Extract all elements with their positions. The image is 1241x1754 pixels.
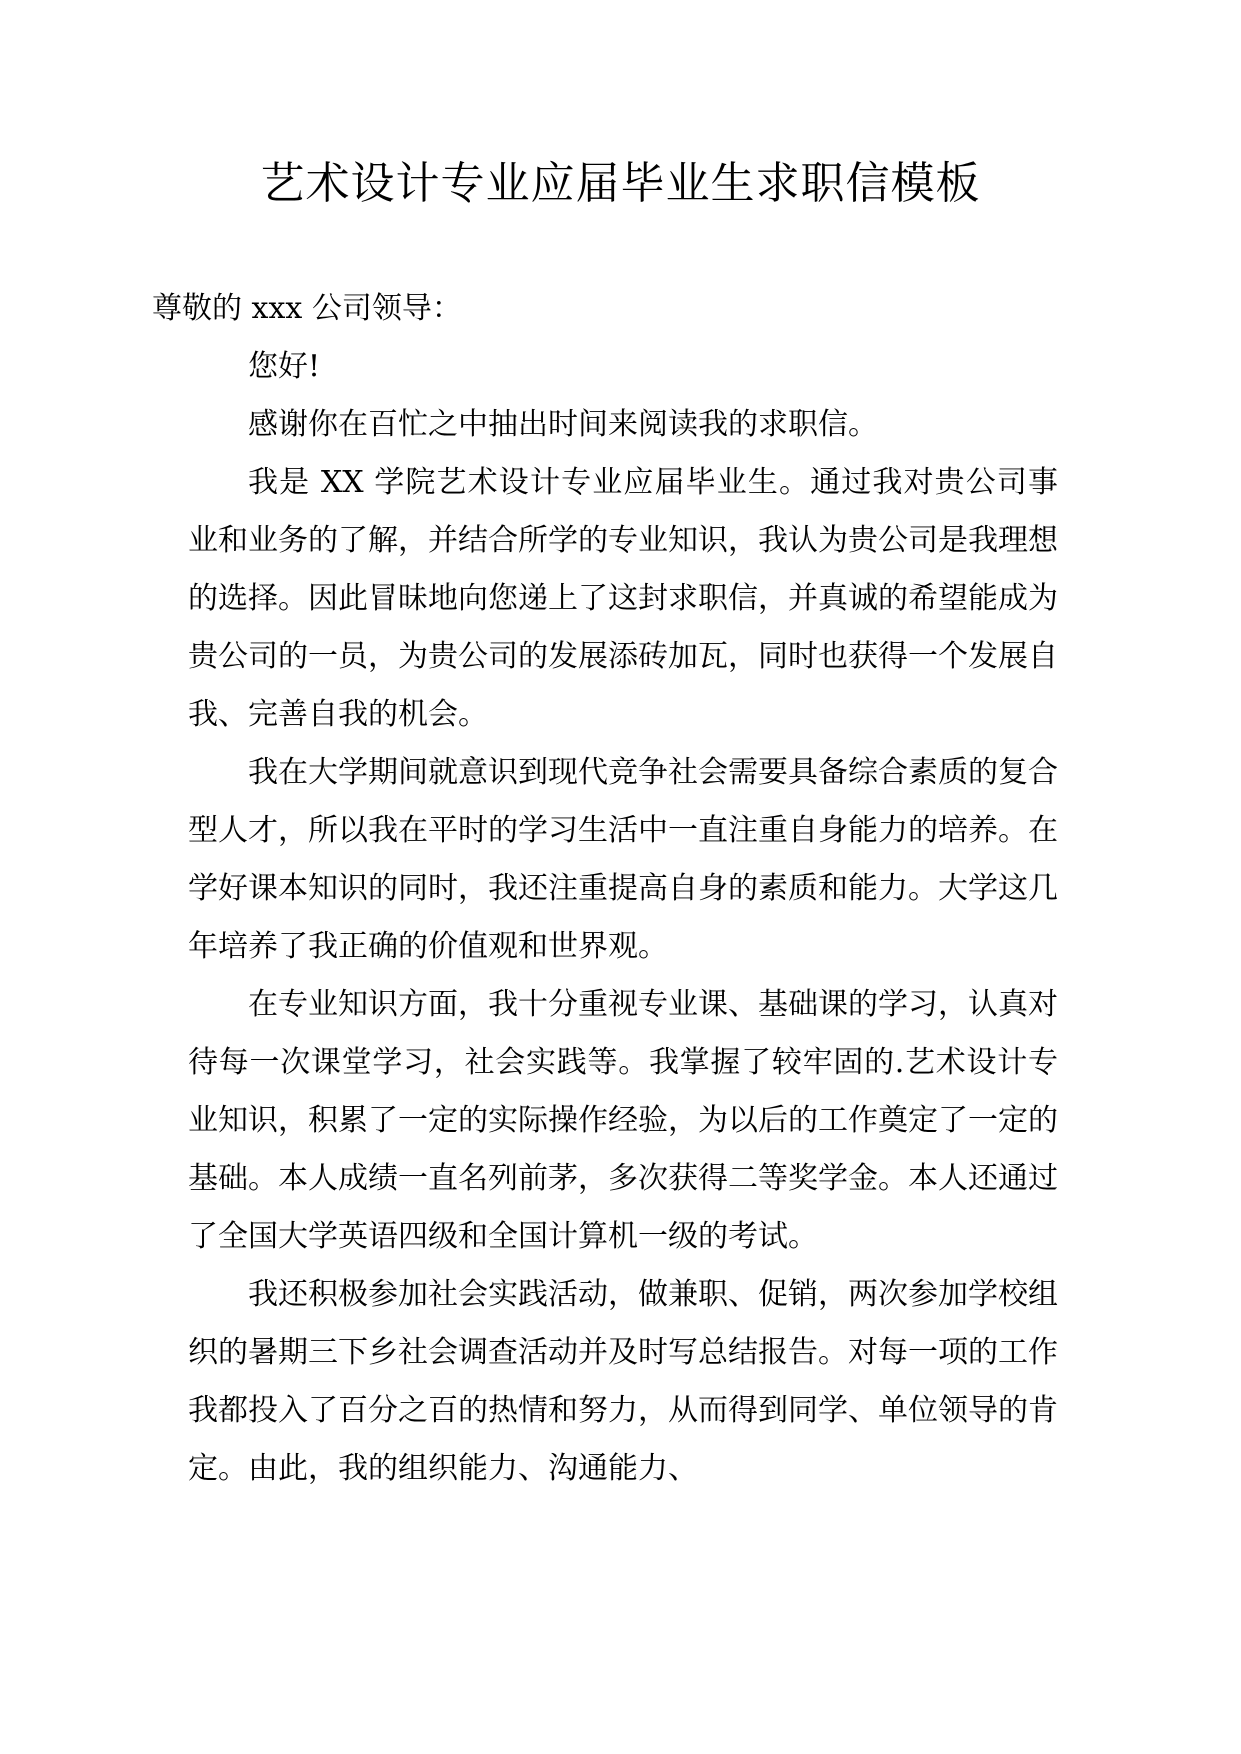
- paragraph-greeting: 您好!: [248, 349, 321, 384]
- paragraph-professional-knowledge: 在专业知识方面，我十分重视专业课、基础课的学习，认真对待每一次课堂学习，社会实践等。我掌握了较牢固的.艺术设计专业知识，积累了一定的实际操作经验，为以后的工作奠定了一定的基础。本人成绩一直名列前茅，多次获得二等奖学金。本人还通过了全国大学英语四级和全国计算机一级的考试。: [188, 987, 1058, 1254]
- document-title: 艺术设计专业应届毕业生求职信模板: [260, 158, 981, 209]
- letter-body: [152, 280, 1058, 1498]
- paragraph-thanks: 感谢你在百忙之中抽出时间来阅读我的求职信。: [248, 407, 878, 442]
- paragraph-introduction: 我是 XX 学院艺术设计专业应届毕业生。通过我对贵公司事业和业务的了解，并结合所学的专业知识，我认为贵公司是我理想的选择。因此冒昧地向您递上了这封求职信，并真诚的希望能成为贵公司的一员，为贵公司的发展添砖加瓦，同时也获得一个发展自我、完善自我的机会。: [188, 465, 1058, 732]
- paragraph-social-practice: 我还积极参加社会实践活动，做兼职、促销，两次参加学校组织的暑期三下乡社会调查活动并及时写总结报告。对每一项的工作我都投入了百分之百的热情和努力，从而得到同学、单位领导的肯定。由此，我的组织能力、沟通能力、: [188, 1277, 1058, 1486]
- paragraph-university: 我在大学期间就意识到现代竞争社会需要具备综合素质的复合型人才，所以我在平时的学习生活中一直注重自身能力的培养。在学好课本知识的同时，我还注重提高自身的素质和能力。大学这几年培养了我正确的价值观和世界观。: [188, 755, 1058, 964]
- salutation: 尊敬的 xxx 公司领导：: [152, 291, 462, 326]
